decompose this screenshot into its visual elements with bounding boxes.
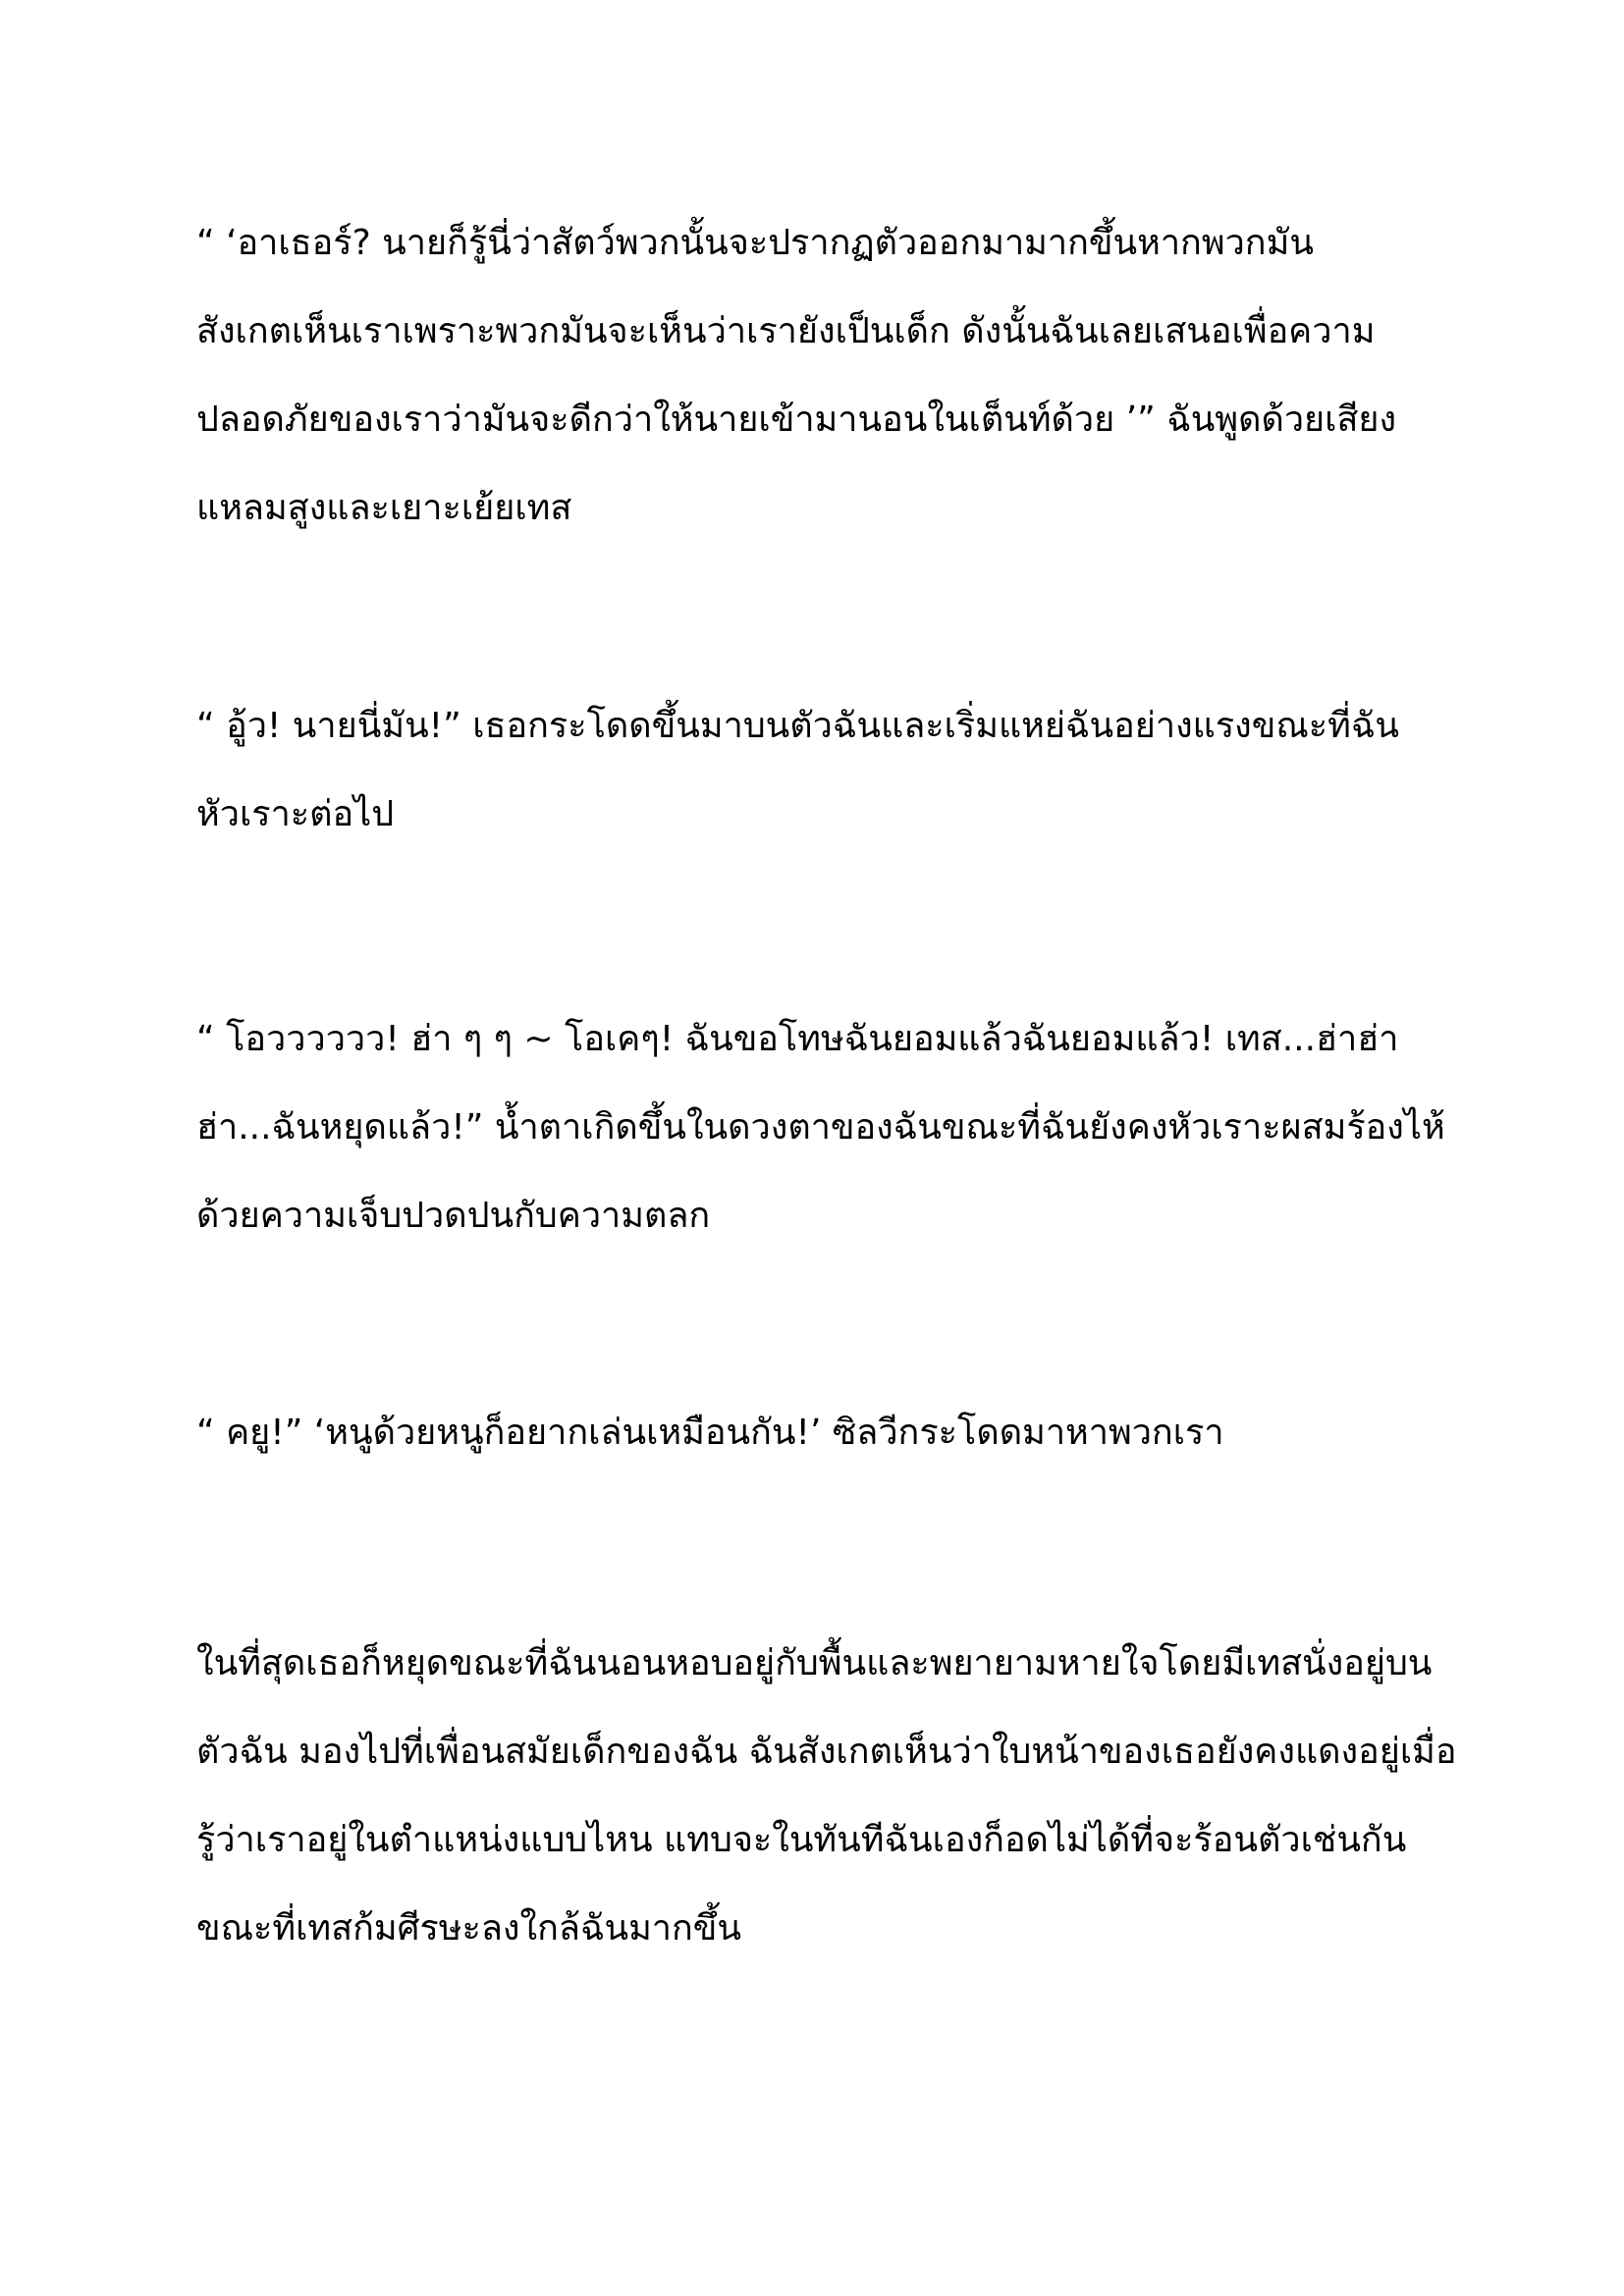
text-line: ตัวฉัน มองไปที่เพื่อนสมัยเด็กของฉัน ฉันสังเกตเห็นว่าใบหน้าของเธอยังคงแดงอยู่เมื่อ [196,1732,1457,1772]
text-line: ปลอดภัยของเราว่ามันจะดีกว่าให้นายเข้ามานอนในเต็นท์ด้วย ’” ฉันพูดด้วยเสียง [196,400,1397,440]
text-line: “ คยู!” ‘หนูด้วยหนูก็อยากเล่นเหมือนกัน!’ ซิลวีกระโดดมาหาพวกเรา [196,1413,1224,1453]
text-line: รู้ว่าเราอยู่ในตำแหน่งแบบไหน แทบจะในทันทีฉันเองก็อดไม่ได้ที่จะร้อนตัวเช่นกัน [196,1820,1407,1860]
text-line: สังเกตเห็นเราเพราะพวกมันจะเห็นว่าเรายังเป็นเด็ก ดังนั้นฉันเลยเสนอเพื่อความ [196,311,1376,351]
text-line: ขณะที่เทสก้มศีรษะลงใกล้ฉันมากขึ้น [196,1908,742,1949]
text-line: “ โอวววววว! ฮ่า ๆ ๆ ~ โอเคๆ! ฉันขอโทษฉันยอมแล้วฉันยอมแล้ว! เทส...ฮ่าฮ่า [196,1019,1399,1059]
text-line: หัวเราะต่อไป [196,794,395,834]
text-line: แหลมสูงและเยาะเย้ยเทส [196,488,572,528]
paragraph-3 [196,995,1453,1260]
paragraph-4 [196,1389,1453,1477]
paragraph-2 [196,682,1453,859]
text-line: ในที่สุดเธอก็หยุดขณะที่ฉันนอนหอบอยู่กับพื้นและพยายามหายใจโดยมีเทสนั่งอยู่บน [196,1643,1433,1683]
paragraph-5 [196,1620,1457,1973]
text-line: “ ‘อาเธอร์? นายก็รู้นี่ว่าสัตว์พวกนั้นจะปรากฏตัวออกมามากขึ้นหากพวกมัน [196,223,1314,263]
text-line: ฮ่า...ฉันหยุดแล้ว!” น้ำตาเกิดขึ้นในดวงตาของฉันขณะที่ฉันยังคงหัวเราะผสมร้องไห้ [196,1107,1445,1148]
text-line: “ อู้ว! นายนี่มัน!” เธอกระโดดขึ้นมาบนตัวฉันและเริ่มแหย่ฉันอย่างแรงขณะที่ฉัน [196,706,1399,746]
paragraph-1 [196,199,1453,553]
text-line: ด้วยความเจ็บปวดปนกับความตลก [196,1196,711,1236]
